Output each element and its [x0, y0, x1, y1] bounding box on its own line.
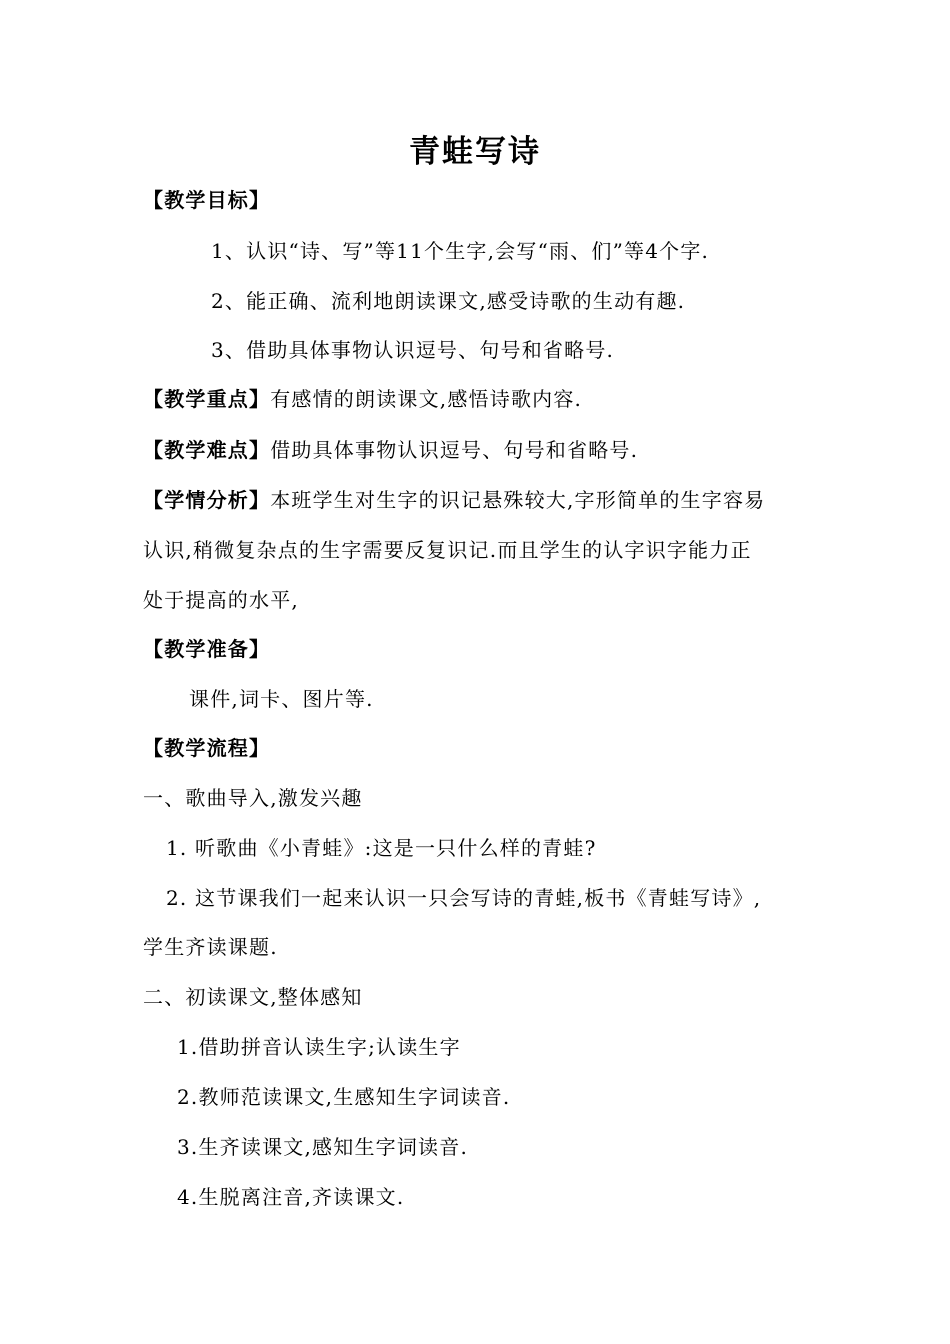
objective-item-2: 2、能正确、流利地朗读课文,感受诗歌的生动有趣. — [211, 289, 686, 313]
section-2-item-3: 3.生齐读课文,感知生字词读音. — [177, 1135, 468, 1159]
section-2-item-4: 4.生脱离注音,齐读课文. — [177, 1185, 405, 1209]
key-points-text: 有感情的朗读课文,感悟诗歌内容. — [270, 387, 583, 411]
analysis-text-1: 本班学生对生字的识记悬殊较大,字形简单的生字容易 — [270, 488, 766, 512]
section-2-heading: 二、初读课文,整体感知 — [143, 985, 363, 1009]
section-1-item-2-line-1: 2. 这节课我们一起来认识一只会写诗的青蛙,板书《青蛙写诗》, — [166, 886, 762, 910]
document-title: 青蛙写诗 — [409, 134, 541, 170]
section-1-item-2-line-2: 学生齐读课题. — [143, 935, 278, 959]
section-2-item-1: 1.借助拼音认读生字;认读生字 — [177, 1035, 461, 1059]
section-1-item-1: 1. 听歌曲《小青蛙》:这是一只什么样的青蛙? — [166, 836, 597, 860]
analysis-line-3: 处于提高的水平, — [143, 588, 299, 612]
key-points-label: 【教学重点】 — [143, 387, 271, 411]
key-points-line — [143, 384, 582, 414]
difficulties-label: 【教学难点】 — [143, 438, 271, 462]
objectives-heading: 【教学目标】 — [143, 188, 271, 212]
preparation-heading: 【教学准备】 — [143, 637, 271, 661]
objective-item-3: 3、借助具体事物认识逗号、句号和省略号. — [211, 338, 615, 362]
section-2-item-2: 2.教师范读课文,生感知生字词读音. — [177, 1085, 511, 1109]
process-heading: 【教学流程】 — [143, 736, 271, 760]
preparation-text: 课件,词卡、图片等. — [189, 687, 374, 711]
difficulties-line — [143, 435, 638, 465]
analysis-line-2: 认识,稍微复杂点的生字需要反复识记.而且学生的认字识字能力正 — [143, 538, 752, 562]
analysis-line-1 — [143, 485, 765, 515]
analysis-label: 【学情分析】 — [143, 488, 271, 512]
objective-item-1: 1、认识“诗、写”等11个生字,会写“雨、们”等4个字. — [211, 239, 710, 263]
difficulties-text: 借助具体事物认识逗号、句号和省略号. — [270, 438, 639, 462]
section-1-heading: 一、歌曲导入,激发兴趣 — [143, 786, 363, 810]
